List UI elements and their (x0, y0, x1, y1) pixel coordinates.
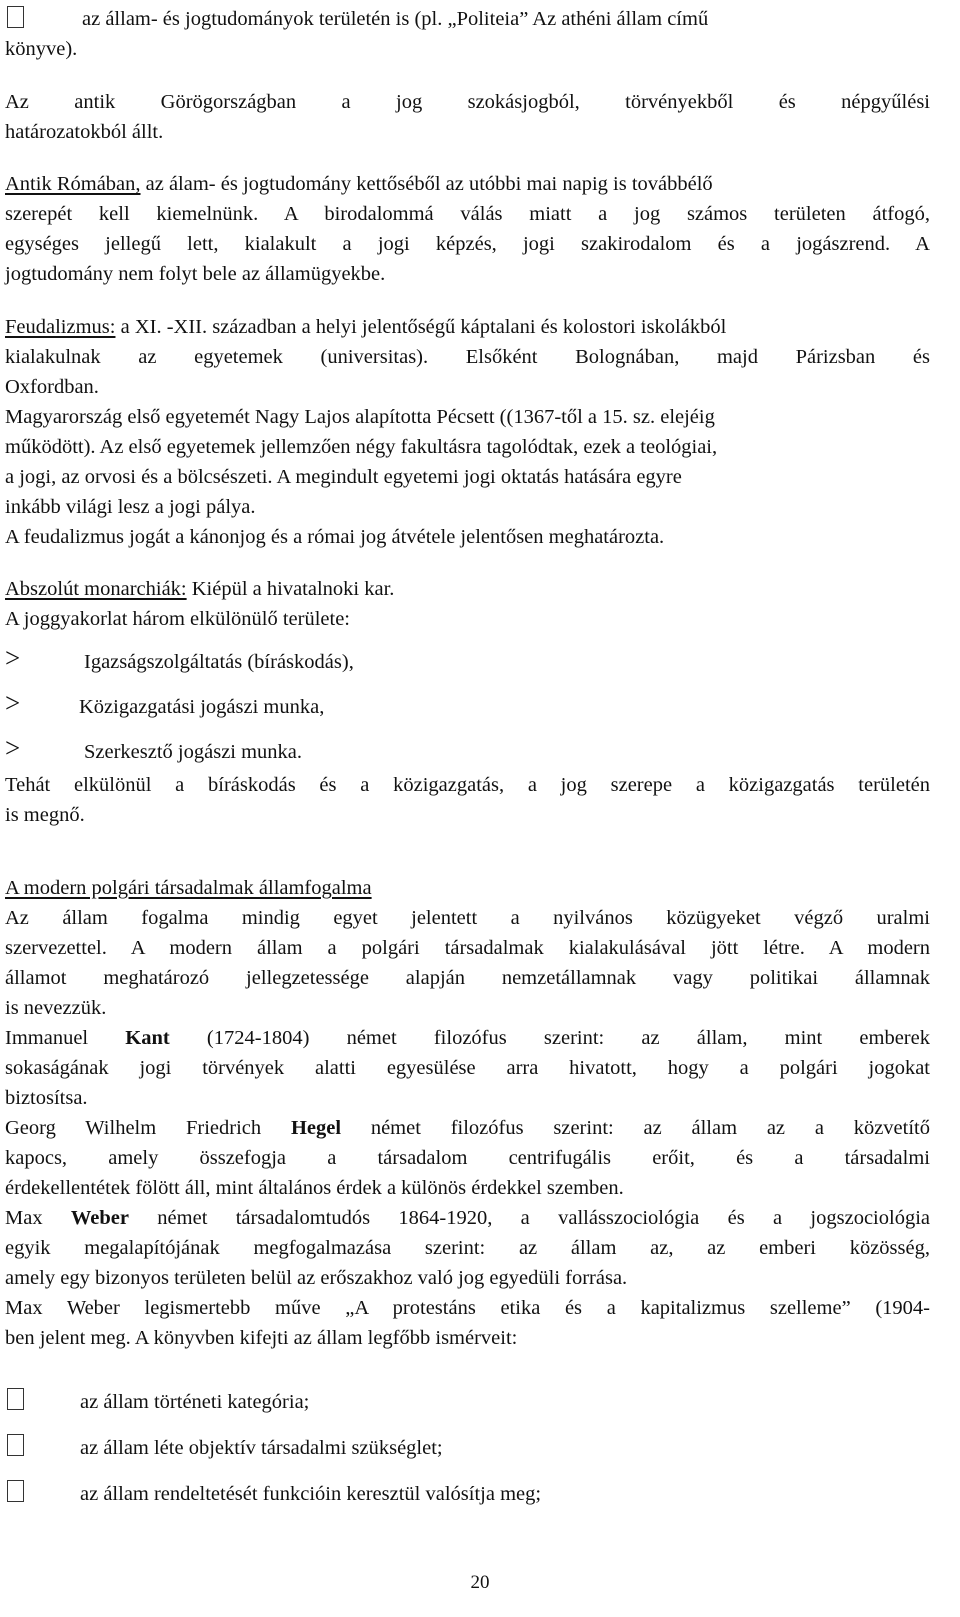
arrow-bullet-icon: > (5, 688, 21, 718)
text-line: határozatokból állt. (5, 121, 164, 143)
text-line: ben jelent meg. A könyvben kifejti az állam legfőbb ismérveit: (5, 1327, 518, 1349)
list-item: Közigazgatási jogászi munka, (79, 696, 325, 718)
text-line: Tehát elkülönül a bíráskodás és a közigazgatás, a jog szerepe a közigazgatás területén (5, 774, 930, 796)
section-label: Antik Rómában, (5, 173, 141, 195)
text-line: Georg Wilhelm Friedrich Hegel német filozófus szerint: az állam az a közvetítő (5, 1117, 930, 1139)
text-line: is megnő. (5, 804, 85, 826)
text-line: Magyarország első egyetemét Nagy Lajos alapította Pécsett ((1367-től a 15. sz. elejéig (5, 406, 715, 428)
text-line: könyve). (5, 38, 78, 60)
text-line: Max Weber német társadalomtudós 1864-1920, a vallásszociológia és a jogszociológia (5, 1207, 930, 1229)
text-line: is nevezzük. (5, 997, 107, 1019)
list-item: az állam rendeltetését funkcióin keresztül valósítja meg; (80, 1483, 542, 1505)
text-line: a jogi, az orvosi és a bölcsészeti. A megindult egyetemi jogi oktatás hatására egyre (5, 466, 682, 488)
text-line: szerepét kell kiemelnünk. A birodalommá válás miatt a jog számos területen átfogó, (5, 203, 930, 225)
list-item: az állam léte objektív társadalmi szükséglet; (80, 1437, 443, 1459)
arrow-bullet-icon: > (5, 643, 21, 673)
text-line: Max Weber legismertebb műve „A protestáns etika és a kapitalizmus szelleme” (1904- (5, 1297, 930, 1319)
checkbox-bullet-icon (7, 1388, 24, 1410)
text-line: Antik Rómában, az álam- és jogtudomány kettőséből az utóbbi mai napig is továbbélő (5, 173, 713, 195)
text-line: Immanuel Kant (1724-1804) német filozófus szerint: az állam, mint emberek (5, 1027, 930, 1049)
text-line: Oxfordban. (5, 376, 99, 398)
list-item: Igazságszolgáltatás (bíráskodás), (84, 651, 354, 673)
text-line: Feudalizmus: a XI. -XII. században a helyi jelentőségű káptalani és kolostori iskolákból (5, 316, 727, 338)
list-item: Szerkesztő jogászi munka. (84, 741, 303, 763)
text-line: Az állam fogalma mindig egyet jelentett a nyilvános közügyeket végző uralmi (5, 907, 930, 929)
text-line: kapocs, amely összefogja a társadalom centrifugális erőit, és a társadalmi (5, 1147, 930, 1169)
text-line: jogtudomány nem folyt bele az államügyekbe. (5, 263, 386, 285)
text-line: Az antik Görögországban a jog szokásjogból, törvényekből és népgyűlési (5, 91, 930, 113)
text-line: A feudalizmus jogát a kánonjog és a római jog átvétele jelentősen meghatározta. (5, 526, 665, 548)
text-line: államot meghatározó jellegzetessége alapján nemzetállamnak vagy politikai államnak (5, 967, 930, 989)
section-label: Feudalizmus: (5, 316, 116, 338)
text-line: amely egy bizonyos területen belül az erőszakhoz való jog egyedüli forrása. (5, 1267, 628, 1289)
text-line: szervezettel. A modern állam a polgári társadalmak kialakulásával jött létre. A modern (5, 937, 930, 959)
text-line: biztosítsa. (5, 1087, 88, 1109)
text-line: sokaságának jogi törvények alatti egyesülése arra hivatott, hogy a polgári jogokat (5, 1057, 930, 1079)
list-item: az állam történeti kategória; (80, 1391, 310, 1413)
text-line: az állam- és jogtudományok területén is (pl. „Politeia” Az athéni állam című (82, 8, 709, 30)
text-line: A joggyakorlat három elkülönülő területe: (5, 608, 350, 630)
text-line: inkább világi lesz a jogi pálya. (5, 496, 256, 518)
page-number: 20 (470, 1572, 490, 1593)
checkbox-bullet-icon (7, 6, 24, 28)
checkbox-bullet-icon (7, 1434, 24, 1456)
text-line: Abszolút monarchiák: Kiépül a hivatalnoki kar. (5, 578, 395, 600)
arrow-bullet-icon: > (5, 733, 21, 763)
text-line: egységes jellegű lett, kialakult a jogi képzés, jogi szakirodalom és a jogászrend. A (5, 233, 930, 255)
text-line: kialakulnak az egyetemek (universitas). Elsőként Bolognában, majd Párizsban és (5, 346, 930, 368)
section-label: Abszolút monarchiák: (5, 578, 187, 600)
text-line: egyik megalapítójának megfogalmazása szerint: az állam az, az emberi közösség, (5, 1237, 930, 1259)
text-line: működött). Az első egyetemek jellemzően négy fakultásra tagolódtak, ezek a teológiai, (5, 436, 718, 458)
section-heading: A modern polgári társadalmak államfogalma (5, 877, 372, 899)
text-line: érdekellentétek fölött áll, mint általános érdek a különös érdekkel szemben. (5, 1177, 624, 1199)
checkbox-bullet-icon (7, 1480, 24, 1502)
